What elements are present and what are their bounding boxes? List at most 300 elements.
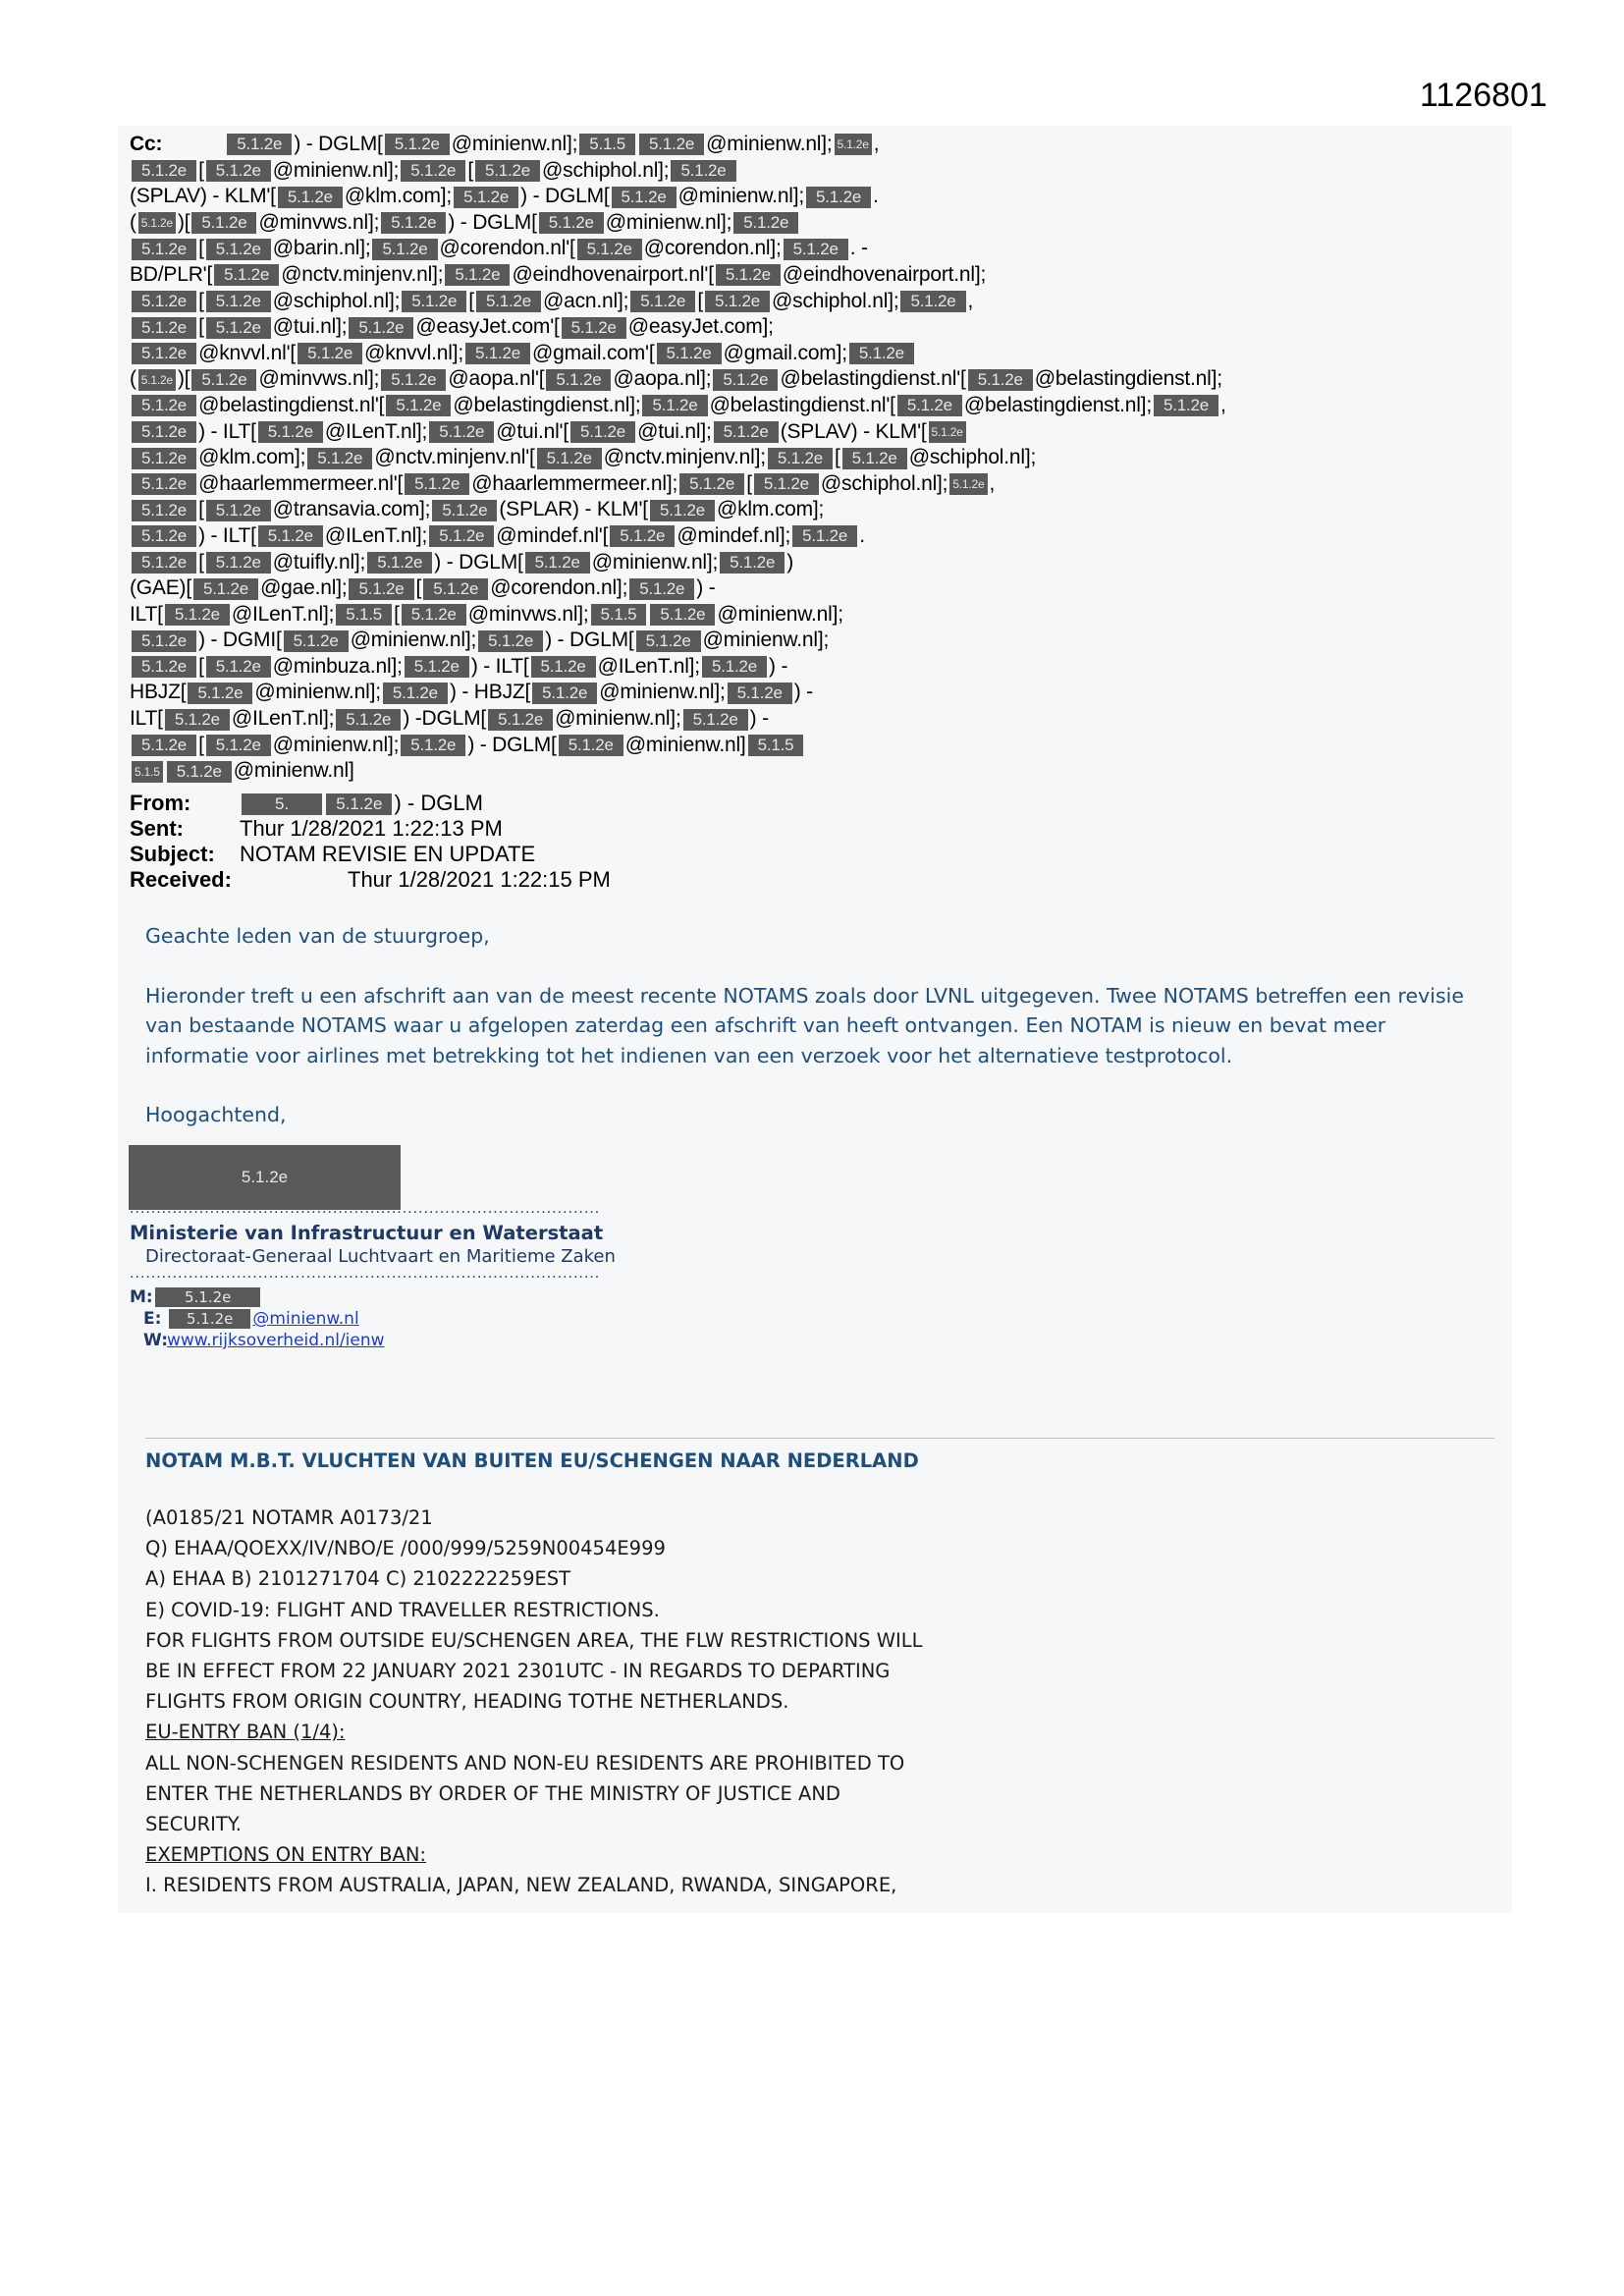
redaction-block: 5.1.2e	[629, 578, 694, 600]
redaction-block: 5.1.2e	[639, 134, 704, 155]
recipient-text: .	[873, 185, 879, 208]
recipient-text: ) - DGLM[	[434, 550, 523, 574]
recipient-text: @belastingdienst.nl'[	[780, 367, 966, 391]
redaction-block: 5.1.2e	[132, 395, 196, 416]
notam-line: I. RESIDENTS FROM AUSTRALIA, JAPAN, NEW ZEALAND, RWANDA, SINGAPORE,	[145, 1874, 897, 1897]
recipient-text: ) -	[769, 655, 788, 679]
redaction-block: 5.1.2e	[132, 735, 196, 756]
notam-line: ENTER THE NETHERLANDS BY ORDER OF THE MINISTRY OF JUSTICE AND	[145, 1781, 840, 1805]
subject-row	[130, 842, 611, 867]
redaction-block: 5.1.2e	[165, 709, 230, 731]
redaction-block: 5.1.2e	[349, 317, 413, 339]
cc-line	[130, 262, 1494, 289]
recipient-text: @minienw.nl];	[706, 133, 833, 156]
recipient-text: @acn.nl];	[543, 289, 629, 312]
redaction-block: 5.1.2e	[132, 500, 196, 521]
redaction-block: 5.1.2e	[475, 160, 540, 182]
from-suffix: ) - DGLM	[394, 791, 483, 815]
notam-line: Q) EHAA/QOEXX/IV/NBO/E /000/999/5259N00454E999	[145, 1537, 666, 1560]
recipient-text: ) -	[793, 681, 813, 704]
recipient-text: ) -	[749, 707, 769, 731]
recipient-text: )	[786, 550, 794, 574]
redaction-block: 5.1.2e	[650, 604, 715, 626]
redaction-block: 5.1.2e	[206, 552, 271, 574]
redaction-block: 5.1.2e	[612, 187, 677, 208]
recipient-text: @knvvl.nl'[	[198, 341, 297, 364]
cc-recipients	[130, 132, 1494, 785]
redaction-block: 5.1.2e	[806, 187, 871, 208]
entry-ban-heading: EU-ENTRY BAN (1/4):	[145, 1721, 346, 1744]
redaction-block: 5.1.2e	[713, 369, 778, 391]
redaction-block: 5.1.2e	[929, 421, 966, 443]
redaction-block: 5.1.2e	[132, 448, 196, 469]
recipient-text: @nctv.minjenv.nl];	[603, 446, 766, 469]
redaction-block: 5.1.2e	[206, 317, 271, 339]
redaction-block: 5.1.2e	[165, 604, 230, 626]
recipient-text: @corendon.nl];	[643, 237, 782, 260]
subject-label: Subject:	[130, 842, 215, 866]
recipient-text: ) - ILT[	[470, 655, 529, 679]
redaction-block: 5.1.2e	[385, 134, 450, 155]
cc-line	[130, 654, 1494, 681]
recipient-text: @belastingdienst.nl];	[1034, 367, 1222, 391]
recipient-text: ) - HBJZ[	[449, 681, 531, 704]
recipient-text: @minienw.nl];	[272, 733, 400, 756]
recipient-text: @ILenT.nl];	[324, 419, 428, 443]
recipient-text: ,	[967, 289, 974, 312]
recipient-text: @aopa.nl'[	[448, 367, 545, 391]
contact-email	[130, 1308, 385, 1330]
redaction-block: 5.1.2e	[968, 369, 1033, 391]
redaction-block: 5.1.2e	[429, 421, 494, 443]
redaction-block: 5.1.2e	[531, 656, 596, 678]
redaction-block: 5.1.2e	[132, 421, 196, 443]
redaction-block: 5.1.2e	[191, 369, 256, 391]
redaction-block: 5.1.2e	[671, 160, 735, 182]
redaction-block: 5.1.2e	[206, 239, 271, 260]
recipient-text: @minbuza.nl];	[272, 655, 403, 679]
redaction-block: 5.1.5	[579, 134, 635, 155]
recipient-text: ) - DGLM[	[467, 733, 557, 756]
recipient-text: ) - DGLM[	[448, 210, 537, 234]
redaction-block: 5.1.2e	[679, 473, 744, 495]
redaction-block: 5.1.2e	[429, 525, 494, 547]
department-name: Directoraat-Generaal Luchtvaart en Maritieme Zaken	[145, 1246, 616, 1267]
recipient-text: @mindef.nl'[	[496, 524, 609, 548]
received-label: Received:	[130, 867, 232, 892]
ministry-name: Ministerie van Infrastructuur en Waterstaat	[130, 1222, 604, 1244]
recipient-text: @gmail.com];	[723, 341, 847, 364]
notam-line: FOR FLIGHTS FROM OUTSIDE EU/SCHENGEN AREA, THE FLW RESTRICTIONS WILL	[145, 1628, 923, 1652]
recipient-text: @easyJet.com];	[627, 315, 774, 339]
recipient-text: @minienw.nl];	[555, 707, 681, 731]
redaction-block: 5.1.2e	[401, 735, 465, 756]
redaction-block: 5.1.2e	[539, 212, 604, 234]
recipient-text: @minvws.nl];	[258, 367, 380, 391]
recipient-text: @schiphol.nl];	[272, 289, 401, 312]
cc-line	[130, 628, 1494, 654]
cc-line	[130, 158, 1494, 185]
recipient-text: [	[198, 655, 204, 679]
recipient-text: @minienw.nl];	[599, 681, 726, 704]
cc-line	[130, 184, 1494, 210]
redaction-block: 5.1.2e	[650, 500, 715, 521]
redaction-block: 5.1.2e	[367, 552, 432, 574]
redaction-block: 5.1.2e	[842, 448, 907, 469]
recipient-text: [	[198, 550, 204, 574]
cc-line	[130, 314, 1494, 341]
cc-line	[130, 366, 1494, 393]
recipient-text: ) - DGLM[	[520, 185, 610, 208]
signature-redaction: 5.1.2e	[129, 1145, 401, 1210]
cc-line	[130, 210, 1494, 237]
redaction-block: 5.1.2e	[349, 578, 413, 600]
recipient-text: @schiphol.nl];	[772, 289, 899, 312]
redaction-block: 5.1.2e	[636, 630, 701, 652]
redaction-block: 5.1.2e	[132, 317, 196, 339]
redaction-block: 5.1.2e	[465, 343, 530, 364]
recipient-text: @tui.nl];	[272, 315, 348, 339]
recipient-text: @minienw.nl];	[605, 210, 732, 234]
redaction-block: 5.1.2e	[132, 343, 196, 364]
redaction-block: 5.1.2e	[768, 448, 833, 469]
redaction-block: 5.1.2e	[728, 683, 792, 704]
redaction-block: 5.1.2e	[381, 369, 446, 391]
redaction-block: 5.1.2e	[307, 448, 372, 469]
redaction-block: 5.1.2e	[432, 500, 497, 521]
recipient-text: @belastingdienst.nl];	[963, 394, 1152, 417]
recipient-text: @corendon.nl'[	[439, 237, 575, 260]
notam-line: (A0185/21 NOTAMR A0173/21	[145, 1506, 433, 1529]
received-row	[130, 867, 611, 893]
redaction-block: 5.1.2e	[423, 578, 488, 600]
recipient-text: [	[198, 498, 204, 521]
body-paragraph: Hieronder treft u een afschrift aan van de meest recente NOTAMS zoals door LVNL uitgegeven. Twee NOTAMS betreffen een revisie van bestaande NOTAMS waar u afgelopen zaterdag een afschrift van heeft ontvangen. Een NOTAM is nieuw en bevat meer informatie voor airlines met betrekking tot het indienen van een verzoek voor het alternatieve testprotocol.	[145, 983, 1464, 1067]
redaction-block: 5.1.2e	[537, 448, 602, 469]
recipient-text: @haarlemmermeer.nl];	[471, 471, 678, 495]
redaction-block: 5.1.2e	[702, 656, 767, 678]
redaction-block: 5.1.2e	[562, 317, 626, 339]
mobile-label: M:	[130, 1287, 153, 1307]
redaction-block: 5.1.2e	[206, 735, 271, 756]
contact-block	[130, 1286, 385, 1351]
redaction-block: 5.	[242, 793, 322, 815]
signature-divider: ........................................................................................	[130, 1265, 601, 1282]
recipient-text: @tui.nl'[	[496, 419, 568, 443]
website-label: W:	[143, 1331, 169, 1350]
redaction-block: 5.1.2e	[405, 656, 469, 678]
sent-label: Sent:	[130, 816, 184, 841]
recipient-text: @minienw.nl];	[254, 681, 381, 704]
redaction-block: 5.1.2e	[657, 343, 722, 364]
redaction-block: 5.1.2e	[278, 187, 343, 208]
redaction-block: 5.1.5	[748, 735, 804, 756]
from-value	[240, 791, 483, 816]
recipient-text: @eindhovenairport.nl'[	[512, 263, 714, 287]
cc-label: Cc:	[130, 133, 163, 155]
recipient-text: @tuifly.nl];	[272, 550, 366, 574]
recipient-text: @ILenT.nl];	[597, 655, 700, 679]
redaction-block: 5.1.2e	[683, 709, 748, 731]
recipient-text: @minienw.nl];	[350, 629, 477, 652]
recipient-text: @minienw.nl];	[677, 185, 805, 208]
recipient-text: @minienw.nl];	[591, 550, 719, 574]
ministry-block	[130, 1222, 616, 1269]
redaction-block: 5.1.2e	[191, 212, 256, 234]
recipient-text: (SPLAV) - KLM'[	[780, 419, 927, 443]
recipient-text: @klm.com];	[344, 185, 453, 208]
redaction-block: 5.1.2e	[733, 212, 798, 234]
redaction-block: 5.1.2e	[454, 187, 518, 208]
cc-line	[130, 733, 1494, 759]
redaction-block: 5.1.2e	[1154, 395, 1218, 416]
notam-line: A) EHAA B) 2101271704 C) 2102222259EST	[145, 1567, 571, 1591]
recipient-text: @transavia.com];	[272, 498, 431, 521]
recipient-text: (GAE)[	[130, 576, 191, 600]
redaction-block: 5.1.2e	[258, 421, 323, 443]
redaction-block: 5.1.2e	[206, 500, 271, 521]
recipient-text: [	[198, 733, 204, 756]
cc-line	[130, 289, 1494, 315]
redaction-block: 5.1.2e	[132, 473, 196, 495]
recipient-text: @minvws.nl];	[258, 210, 380, 234]
recipient-text: @minienw.nl];	[272, 158, 400, 182]
redaction-block: 5.1.2e	[402, 604, 466, 626]
recipient-text: ) - DGMI[	[198, 629, 282, 652]
recipient-text: @eindhovenairport.nl];	[782, 263, 987, 287]
recipient-text: [	[697, 289, 703, 312]
recipient-text: @gae.nl];	[260, 576, 348, 600]
redaction-block: 5.1.2e	[949, 473, 987, 495]
redaction-block: 5.1.2e	[559, 735, 623, 756]
recipient-text: [	[198, 237, 204, 260]
recipient-text: @minienw.nl];	[702, 629, 830, 652]
recipient-text: @schiphol.nl];	[820, 471, 948, 495]
recipient-text: @aopa.nl];	[613, 367, 712, 391]
redaction-block: 5.1.2e	[405, 473, 469, 495]
redaction-block: 5.1.2e	[401, 160, 465, 182]
recipient-text: )[	[177, 367, 190, 391]
redaction-block: 5.1.2e	[206, 291, 271, 312]
recipient-text: (SPLAV) - KLM'[	[130, 185, 276, 208]
subject-value: NOTAM REVISIE EN UPDATE	[240, 842, 536, 866]
redaction-block: 5.1.2e	[132, 160, 196, 182]
recipient-text: (SPLAR) - KLM'[	[499, 498, 648, 521]
redaction-block: 5.1.2e	[630, 291, 695, 312]
recipient-text: BD/PLR'[	[130, 263, 213, 287]
notam-title: NOTAM M.B.T. VLUCHTEN VAN BUITEN EU/SCHENGEN NAAR NEDERLAND	[145, 1449, 919, 1472]
redaction-block: 5.1.2e	[206, 160, 271, 182]
redaction-block: 5.1.2e	[167, 761, 232, 783]
signature-divider: ........................................................................................	[130, 1200, 601, 1217]
redaction-block: 5.1.2e	[546, 369, 611, 391]
notam-line: FLIGHTS FROM ORIGIN COUNTRY, HEADING TOTHE NETHERLANDS.	[145, 1690, 789, 1714]
cc-line	[130, 575, 1494, 602]
redaction-block: 5.1.2e	[402, 291, 466, 312]
recipient-text: [	[468, 289, 474, 312]
contact-website	[130, 1330, 385, 1351]
recipient-text: ILT[	[130, 707, 163, 731]
redaction-block: 5.1.2e	[326, 793, 392, 815]
from-label: From:	[130, 791, 191, 815]
recipient-text: [	[198, 315, 204, 339]
redaction-block: 5.1.5	[132, 761, 163, 783]
email-label: E:	[143, 1309, 162, 1329]
redaction-block: 5.1.2e	[258, 525, 323, 547]
recipient-text: @schiphol.nl];	[542, 158, 670, 182]
cc-line	[130, 341, 1494, 367]
recipient-text: @knvvl.nl];	[364, 341, 463, 364]
recipient-text: ) - ILT[	[198, 419, 256, 443]
recipient-text: @nctv.minjenv.nl'[	[374, 446, 535, 469]
document-number: 1126801	[1420, 77, 1547, 114]
recipient-text: @corendon.nl];	[490, 576, 628, 600]
website-link[interactable]: www.rijksoverheid.nl/ienw	[167, 1331, 385, 1350]
redaction-block: 5.1.2e	[642, 395, 707, 416]
email-link[interactable]: @minienw.nl	[252, 1309, 359, 1329]
redaction-block: 5.1.2e	[445, 264, 510, 286]
notam-line: BE IN EFFECT FROM 22 JANUARY 2021 2301UTC - IN REGARDS TO DEPARTING	[145, 1660, 891, 1683]
redaction-block: 5.1.2e	[214, 264, 279, 286]
redaction-block: 5.1.2e	[525, 552, 590, 574]
recipient-text: @minienw.nl];	[451, 133, 578, 156]
redaction-block: 5.1.2e	[610, 525, 675, 547]
redaction-block: 5.1.2e	[532, 683, 597, 704]
redaction-block: 5.1.2e	[169, 1309, 250, 1329]
redaction-block: 5.1.2e	[381, 212, 446, 234]
redaction-block: 5.1.2e	[155, 1287, 260, 1307]
redaction-block: 5.1.2e	[132, 291, 196, 312]
redaction-block: 5.1.2e	[784, 239, 848, 260]
recipient-text: @klm.com];	[198, 446, 306, 469]
cc-line	[130, 550, 1494, 576]
notam-line: E) COVID-19: FLIGHT AND TRAVELLER RESTRICTIONS.	[145, 1598, 660, 1621]
redaction-block: 5.1.2e	[132, 656, 196, 678]
cc-line	[130, 602, 1494, 629]
recipient-text: ) - ILT[	[198, 524, 256, 548]
redaction-block: 5.1.2e	[716, 264, 781, 286]
contact-mobile	[130, 1286, 385, 1308]
recipient-text: ,	[989, 471, 996, 495]
recipient-text: @ILenT.nl];	[231, 602, 335, 626]
redaction-block: 5.1.2e	[386, 395, 451, 416]
redaction-block: 5.1.2e	[897, 395, 962, 416]
recipient-text: @ILenT.nl];	[324, 524, 428, 548]
email-header	[130, 791, 611, 893]
recipient-text: @ILenT.nl];	[231, 707, 335, 731]
recipient-text: HBJZ[	[130, 681, 187, 704]
notam-line: ALL NON-SCHENGEN RESIDENTS AND NON-EU RESIDENTS ARE PROHIBITED TO	[145, 1751, 905, 1775]
email-body	[145, 921, 1490, 1160]
recipient-text: @minienw.nl];	[717, 602, 843, 626]
cc-line	[130, 523, 1494, 550]
redaction-block: 5.1.2e	[138, 212, 176, 234]
recipient-text: [	[394, 602, 400, 626]
redaction-block: 5.1.2e	[792, 525, 857, 547]
redaction-block: 5.1.2e	[570, 421, 635, 443]
recipient-text: (	[130, 210, 136, 234]
recipient-text: @minvws.nl];	[467, 602, 589, 626]
section-divider	[145, 1438, 1494, 1439]
recipient-text: )[	[177, 210, 190, 234]
redaction-block: 5.1.2e	[476, 291, 541, 312]
recipient-text: @easyJet.com'[	[415, 315, 560, 339]
closing: Hoogachtend,	[145, 1103, 287, 1126]
recipient-text: @barin.nl];	[272, 237, 371, 260]
redaction-block: 5.1.2e	[188, 683, 252, 704]
redaction-block: 5.1.2e	[577, 239, 642, 260]
recipient-text: ) - DGLM[	[294, 133, 383, 156]
redaction-block: 5.1.2e	[372, 239, 437, 260]
redaction-block: 5.1.2e	[720, 552, 785, 574]
recipient-text: ILT[	[130, 602, 163, 626]
redaction-block: 5.1.2e	[132, 239, 196, 260]
redaction-block: 5.1.2e	[835, 134, 872, 155]
redaction-block: 5.1.5	[591, 604, 647, 626]
recipient-text: [	[198, 158, 204, 182]
recipient-text: @belastingdienst.nl'[	[198, 394, 385, 417]
sent-value: Thur 1/28/2021 1:22:13 PM	[240, 816, 503, 841]
redaction-block: 5.1.2e	[900, 291, 965, 312]
cc-line	[130, 236, 1494, 262]
recipient-text: @nctv.minjenv.nl];	[281, 263, 444, 287]
cc-line	[130, 497, 1494, 523]
redaction-block: 5.1.2e	[284, 630, 349, 652]
notam-line: SECURITY.	[145, 1813, 242, 1836]
recipient-text: ) - DGLM[	[545, 629, 634, 652]
redaction-block: 5.1.2e	[478, 630, 543, 652]
recipient-text: @klm.com];	[717, 498, 825, 521]
redaction-block: 5.1.2e	[383, 683, 448, 704]
redaction-block: 5.1.5	[336, 604, 392, 626]
redaction-block: 5.1.2e	[132, 630, 196, 652]
recipient-text: @tui.nl];	[637, 419, 712, 443]
redaction-block: 5.1.2e	[206, 656, 271, 678]
recipient-text: [	[834, 446, 840, 469]
cc-line	[130, 445, 1494, 471]
recipient-text: @minienw.nl]	[624, 733, 746, 756]
recipient-text: [	[198, 289, 204, 312]
cc-line	[130, 419, 1494, 446]
sent-row	[130, 816, 611, 842]
greeting: Geachte leden van de stuurgroep,	[145, 924, 490, 948]
recipient-text: ) -	[696, 576, 716, 600]
recipient-text: .	[859, 524, 865, 548]
redaction-block: 5.1.2e	[193, 578, 258, 600]
redaction-block: 5.1.2e	[705, 291, 770, 312]
redaction-block: 5.1.2e	[754, 473, 819, 495]
recipient-text: @belastingdienst.nl];	[453, 394, 641, 417]
cc-line	[130, 706, 1494, 733]
recipient-text: (	[130, 367, 136, 391]
redaction-block: 5.1.2e	[849, 343, 914, 364]
recipient-text: ,	[873, 133, 880, 156]
received-value: Thur 1/28/2021 1:22:15 PM	[348, 867, 611, 892]
redaction-block: 5.1.2e	[714, 421, 779, 443]
recipient-text: @mindef.nl];	[677, 524, 791, 548]
recipient-text: [	[746, 471, 752, 495]
cc-line	[130, 393, 1494, 419]
recipient-text: [	[467, 158, 473, 182]
redaction-block: 5.1.2e	[298, 343, 362, 364]
cc-line	[130, 758, 1494, 785]
recipient-text: @minienw.nl]	[233, 759, 354, 783]
recipient-text: [	[415, 576, 422, 600]
recipient-text: @schiphol.nl];	[908, 446, 1037, 469]
recipient-text: @gmail.com'[	[532, 341, 655, 364]
redaction-block: 5.1.2e	[227, 134, 292, 155]
recipient-text: . -	[849, 237, 868, 260]
